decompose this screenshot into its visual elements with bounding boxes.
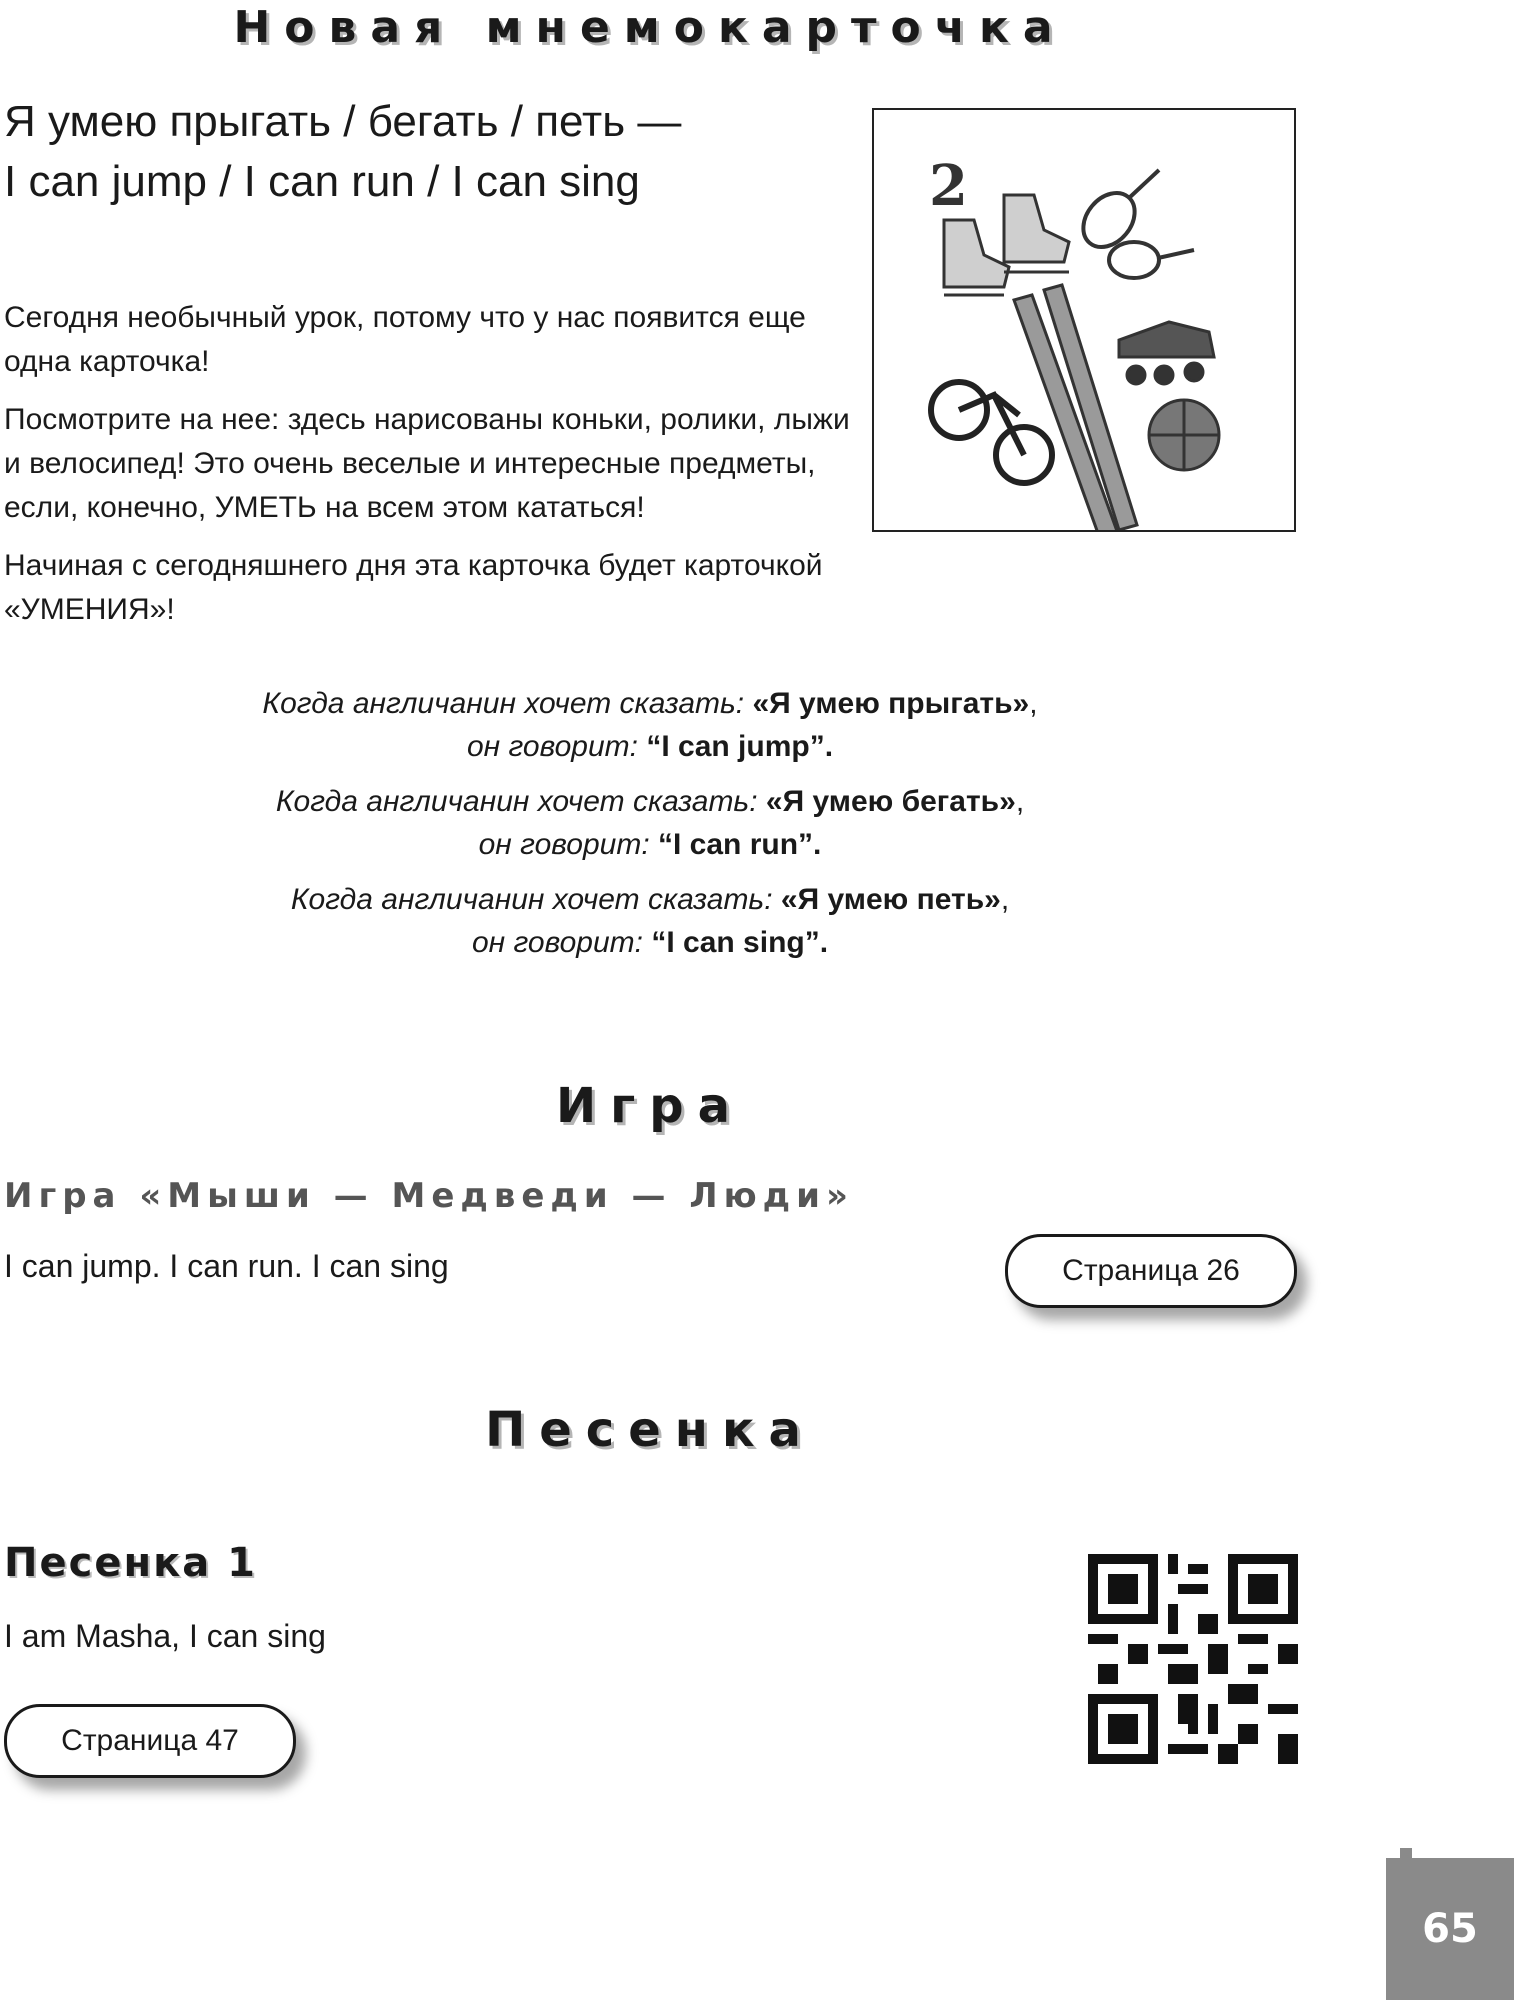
- phrase-russian: «Я умею прыгать»: [752, 687, 1030, 720]
- phrase-lead: Когда англичанин хочет сказать:: [262, 687, 745, 720]
- phrases-block: [0, 682, 1300, 976]
- page-number: 65: [1386, 1858, 1514, 2000]
- intro-paragraph-2: Посмотрите на нее: здесь нарисованы коньки, ролики, лыжи и велосипед! Это очень веселые и интересные предметы, если, конечно, УМЕТЬ на всем этом кататься!: [4, 403, 850, 524]
- song-heading: Песенка: [485, 1402, 815, 1458]
- game-name: Игра «Мыши — Медведи — Люди»: [4, 1176, 854, 1216]
- phrase-item: [0, 878, 1300, 964]
- phrase-russian: «Я умею петь»: [780, 883, 1001, 916]
- page-title: Новая мнемокарточка: [233, 2, 1067, 53]
- phrase-comma: ,: [1000, 883, 1010, 916]
- phrase-item: [0, 780, 1300, 866]
- phrase-period: .: [819, 926, 829, 959]
- phrase-lead: Когда англичанин хочет сказать:: [290, 883, 773, 916]
- phrase-period: .: [824, 730, 834, 763]
- phrase-says: он говорит:: [478, 828, 650, 861]
- roller-skate-icon: [1119, 322, 1214, 384]
- song-title: Песенка 1: [4, 1540, 257, 1586]
- phrase-lead: Когда англичанин хочет сказать:: [275, 785, 758, 818]
- game-page-button[interactable]: Страница 26: [1005, 1234, 1297, 1308]
- phrase-item: [0, 682, 1300, 768]
- phrase-russian: «Я умею бегать»: [765, 785, 1016, 818]
- bicycle-icon: [931, 382, 1052, 483]
- mnemo-card: [872, 108, 1296, 532]
- phrase-comma: ,: [1015, 785, 1025, 818]
- subtitle-english: I can jump / I can run / I can sing: [4, 157, 640, 206]
- qr-code-icon: [1088, 1554, 1298, 1764]
- qr-code[interactable]: [1088, 1554, 1298, 1764]
- intro-paragraph-1: Сегодня необычный урок, потому что у нас появится еще одна карточка!: [4, 301, 806, 378]
- card-number: 2: [929, 153, 968, 219]
- sports-illustration: [874, 110, 1294, 530]
- phrase-says: он говорит:: [466, 730, 638, 763]
- intro-text: [4, 296, 854, 646]
- phrase-says: он говорит:: [471, 926, 643, 959]
- game-text: I can jump. I can run. I can sing: [4, 1248, 449, 1284]
- phrase-english: “I can sing”: [651, 926, 820, 959]
- phrase-english: “I can run”: [658, 828, 814, 861]
- subtitle-russian: Я умею прыгать / бегать / петь —: [4, 97, 682, 146]
- racket-icon: [1073, 170, 1194, 278]
- song-text: I am Masha, I can sing: [4, 1618, 326, 1654]
- ski-icon: [1014, 285, 1137, 530]
- basketball-icon: [1149, 400, 1219, 470]
- phrase-english: “I can jump”: [646, 730, 825, 763]
- intro-paragraph-3: Начиная с сегодняшнего дня эта карточка будет карточкой «УМЕНИЯ»!: [4, 549, 823, 626]
- phrase-comma: ,: [1029, 687, 1038, 720]
- lesson-subtitle: [4, 92, 681, 212]
- phrase-period: .: [813, 828, 822, 861]
- song-page-button[interactable]: Страница 47: [4, 1704, 296, 1778]
- game-heading: Игра: [556, 1078, 744, 1134]
